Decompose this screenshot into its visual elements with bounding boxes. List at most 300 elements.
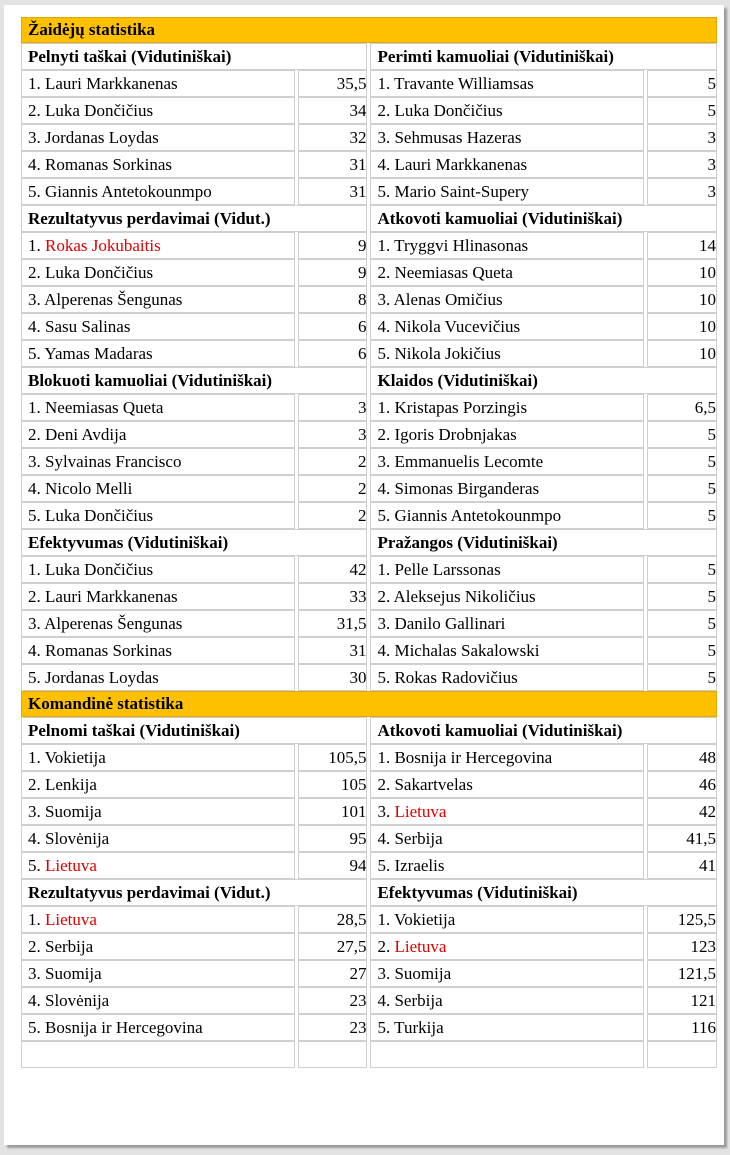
rank-number: 1.: [377, 397, 391, 417]
name-cell[interactable]: [21, 906, 295, 933]
rank-number: 4.: [28, 828, 41, 848]
category-title-right[interactable]: Klaidos (Vidutiniškai): [370, 367, 717, 394]
value-cell[interactable]: 3: [298, 421, 368, 448]
name-cell[interactable]: [370, 960, 644, 987]
entry-name: Serbija: [45, 936, 94, 956]
value-cell[interactable]: 8: [298, 286, 368, 313]
rank-number: 1.: [28, 559, 41, 579]
entry-name: Suomija: [45, 801, 102, 821]
name-cell[interactable]: [370, 798, 644, 825]
name-cell[interactable]: [370, 852, 644, 879]
name-cell[interactable]: [21, 987, 295, 1014]
empty-row: [21, 1041, 717, 1068]
rank-number: 5.: [377, 855, 391, 875]
section-title[interactable]: Žaidėjų statistika: [21, 17, 717, 43]
rank-number: 4.: [377, 990, 391, 1010]
entry-name: Lenkija: [45, 774, 97, 794]
entry-name: Vokietija: [394, 909, 456, 929]
value-cell[interactable]: 5: [647, 421, 717, 448]
rank-number: 4.: [377, 828, 391, 848]
value-cell[interactable]: 2: [298, 502, 368, 529]
value-cell[interactable]: 41: [647, 852, 717, 879]
entry-name: Luka Dončičius: [394, 100, 503, 120]
rank-number: 4.: [28, 154, 41, 174]
entry-name: Pelle Larssonas: [394, 559, 501, 579]
table-row: [21, 313, 717, 340]
rank-number: 3.: [28, 801, 41, 821]
value-cell[interactable]: 28,5: [298, 906, 368, 933]
value-cell[interactable]: 6: [298, 340, 368, 367]
category-header-row: [21, 879, 717, 906]
table-row: [21, 556, 717, 583]
value-cell[interactable]: 6: [298, 313, 368, 340]
value-cell[interactable]: 41,5: [647, 825, 717, 852]
table-row: [21, 502, 717, 529]
entry-name: Sakartvelas: [394, 774, 473, 794]
rank-number: 3.: [377, 127, 391, 147]
entry-name: Neemiasas Queta: [45, 397, 164, 417]
rank-number: 4.: [28, 478, 41, 498]
rank-number: 4.: [28, 316, 41, 336]
name-cell[interactable]: [370, 97, 644, 124]
rank-number: 1.: [28, 235, 41, 255]
entry-name: Alperenas Šengunas: [44, 613, 183, 633]
rank-number: 4.: [377, 154, 391, 174]
name-cell[interactable]: [21, 556, 295, 583]
rank-number: 4.: [28, 640, 41, 660]
entry-name: Danilo Gallinari: [394, 613, 506, 633]
value-cell[interactable]: 121: [647, 987, 717, 1014]
value-cell[interactable]: 14: [647, 232, 717, 259]
name-cell[interactable]: [21, 394, 295, 421]
entry-name: Luka Dončičius: [45, 505, 154, 525]
value-cell[interactable]: 31: [298, 151, 368, 178]
rank-number: 5.: [377, 343, 391, 363]
value-cell[interactable]: 5: [647, 556, 717, 583]
name-cell[interactable]: [21, 340, 295, 367]
value-cell[interactable]: [647, 1041, 717, 1068]
table-row: [21, 960, 717, 987]
value-cell[interactable]: 9: [298, 232, 368, 259]
name-cell[interactable]: [21, 421, 295, 448]
rank-number: 5.: [28, 667, 41, 687]
entry-name: Serbija: [394, 828, 443, 848]
value-cell[interactable]: 33: [298, 583, 368, 610]
entry-name: Alenas Omičius: [393, 289, 503, 309]
table-row: [21, 987, 717, 1014]
rank-number: 2.: [28, 100, 41, 120]
table-row: [21, 744, 717, 771]
value-cell[interactable]: 94: [298, 852, 368, 879]
value-cell[interactable]: 5: [647, 583, 717, 610]
table-row: [21, 97, 717, 124]
entry-name: Rokas Jokubaitis: [45, 235, 161, 255]
entry-name: Bosnija ir Hercegovina: [45, 1017, 203, 1037]
entry-name: Izraelis: [394, 855, 445, 875]
name-cell[interactable]: [21, 1041, 295, 1068]
entry-name: Bosnija ir Hercegovina: [394, 747, 553, 767]
name-cell[interactable]: [370, 583, 644, 610]
value-cell[interactable]: 6,5: [647, 394, 717, 421]
rank-number: 2.: [377, 586, 391, 606]
rank-number: 1.: [377, 747, 391, 767]
rank-number: 2.: [377, 774, 391, 794]
category-header-row: [21, 367, 717, 394]
table-row: [21, 825, 717, 852]
rank-number: 4.: [377, 316, 391, 336]
name-cell[interactable]: [370, 394, 644, 421]
value-cell[interactable]: 5: [647, 610, 717, 637]
name-cell[interactable]: [370, 1014, 644, 1041]
value-cell[interactable]: 5: [647, 637, 717, 664]
name-cell[interactable]: [21, 448, 295, 475]
entry-name: Lietuva: [394, 936, 447, 956]
name-cell[interactable]: [370, 825, 644, 852]
rank-number: 1.: [377, 73, 391, 93]
value-cell[interactable]: 5: [647, 70, 717, 97]
name-cell[interactable]: [21, 798, 295, 825]
rank-number: 5.: [28, 855, 41, 875]
name-cell[interactable]: [21, 178, 295, 205]
value-cell[interactable]: 3: [647, 124, 717, 151]
value-cell[interactable]: 3: [647, 151, 717, 178]
value-cell[interactable]: 5: [647, 475, 717, 502]
value-cell[interactable]: 5: [647, 448, 717, 475]
name-cell[interactable]: [21, 502, 295, 529]
name-cell[interactable]: [370, 637, 644, 664]
name-cell[interactable]: [370, 475, 644, 502]
rank-number: 3.: [28, 127, 41, 147]
entry-name: Romanas Sorkinas: [45, 640, 173, 660]
name-cell[interactable]: [370, 771, 644, 798]
table-row: [21, 583, 717, 610]
name-cell[interactable]: [21, 583, 295, 610]
entry-name: Sehmusas Hazeras: [394, 127, 522, 147]
name-cell[interactable]: [370, 178, 644, 205]
rank-number: 3.: [377, 801, 391, 821]
rank-number: 5.: [377, 1017, 391, 1037]
entry-name: Slovėnija: [45, 990, 110, 1010]
value-cell[interactable]: 10: [647, 286, 717, 313]
rank-number: 2.: [377, 936, 391, 956]
entry-name: Deni Avdija: [45, 424, 127, 444]
value-cell[interactable]: 105,5: [298, 744, 368, 771]
table-row: [21, 637, 717, 664]
statistics-table: [18, 17, 720, 1068]
category-title-left[interactable]: Pelnyti taškai (Vidutiniškai): [21, 43, 367, 70]
table-row: [21, 259, 717, 286]
name-cell[interactable]: [370, 610, 644, 637]
value-cell[interactable]: 31,5: [298, 610, 368, 637]
rank-number: 5.: [28, 505, 41, 525]
entry-name: Lauri Markkanenas: [394, 154, 528, 174]
name-cell[interactable]: [21, 286, 295, 313]
statistics-table-body: [21, 17, 717, 1068]
rank-number: 3.: [377, 451, 391, 471]
value-cell[interactable]: 48: [647, 744, 717, 771]
value-cell[interactable]: 10: [647, 340, 717, 367]
category-title-left[interactable]: Efektyvumas (Vidutiniškai): [21, 529, 367, 556]
value-cell[interactable]: 116: [647, 1014, 717, 1041]
name-cell[interactable]: [21, 744, 295, 771]
rank-number: 2.: [377, 424, 391, 444]
entry-name: Sylvainas Francisco: [45, 451, 182, 471]
value-cell[interactable]: 101: [298, 798, 368, 825]
value-cell[interactable]: 9: [298, 259, 368, 286]
value-cell[interactable]: 121,5: [647, 960, 717, 987]
name-cell[interactable]: [21, 664, 295, 691]
entry-name: Yamas Madaras: [44, 343, 153, 363]
value-cell[interactable]: 32: [298, 124, 368, 151]
entry-name: Nikola Jokičius: [394, 343, 501, 363]
category-title-right[interactable]: Perimti kamuoliai (Vidutiniškai): [370, 43, 717, 70]
entry-name: Tryggvi Hlinasonas: [394, 235, 529, 255]
value-cell[interactable]: 34: [298, 97, 368, 124]
value-cell[interactable]: 5: [647, 97, 717, 124]
value-cell[interactable]: 42: [647, 798, 717, 825]
rank-number: 1.: [377, 909, 391, 929]
entry-name: Mario Saint-Supery: [394, 181, 530, 201]
rank-number: 5.: [28, 181, 41, 201]
name-cell[interactable]: [370, 448, 644, 475]
entry-name: Nicolo Melli: [45, 478, 133, 498]
name-cell[interactable]: [370, 933, 644, 960]
entry-name: Luka Dončičius: [45, 559, 154, 579]
entry-name: Suomija: [394, 963, 452, 983]
table-row: [21, 421, 717, 448]
section-header-row: [21, 691, 717, 717]
entry-name: Neemiasas Queta: [394, 262, 513, 282]
table-row: [21, 394, 717, 421]
name-cell[interactable]: [21, 825, 295, 852]
entry-name: Alperenas Šengunas: [44, 289, 183, 309]
entry-name: Slovėnija: [45, 828, 110, 848]
rank-number: 1.: [377, 559, 391, 579]
name-cell[interactable]: [370, 1041, 644, 1068]
rank-number: 1.: [28, 747, 41, 767]
rank-number: 2.: [28, 774, 41, 794]
name-cell[interactable]: [21, 933, 295, 960]
rank-number: 5.: [28, 1017, 41, 1037]
value-cell[interactable]: 31: [298, 637, 368, 664]
table-row: [21, 70, 717, 97]
rank-number: 3.: [28, 289, 41, 309]
name-cell[interactable]: [21, 232, 295, 259]
name-cell[interactable]: [21, 1014, 295, 1041]
rank-number: 4.: [28, 990, 41, 1010]
category-title-left[interactable]: Blokuoti kamuoliai (Vidutiniškai): [21, 367, 367, 394]
name-cell[interactable]: [370, 664, 644, 691]
table-row: [21, 798, 717, 825]
rank-number: 3.: [377, 963, 391, 983]
rank-number: 1.: [28, 909, 41, 929]
entry-name: Lauri Markkanenas: [45, 73, 178, 93]
category-header-row: [21, 43, 717, 70]
name-cell[interactable]: [21, 852, 295, 879]
table-row: [21, 232, 717, 259]
entry-name: Jordanas Loydas: [45, 667, 159, 687]
name-cell[interactable]: [370, 744, 644, 771]
name-cell[interactable]: [21, 70, 295, 97]
entry-name: Emmanuelis Lecomte: [394, 451, 544, 471]
entry-name: Lauri Markkanenas: [45, 586, 178, 606]
table-row: [21, 1014, 717, 1041]
table-row: [21, 664, 717, 691]
section-header-row: [21, 17, 717, 43]
rank-number: 5.: [377, 181, 391, 201]
value-cell[interactable]: 35,5: [298, 70, 368, 97]
entry-name: Giannis Antetokounmpo: [45, 181, 212, 201]
value-cell[interactable]: 10: [647, 259, 717, 286]
table-row: [21, 475, 717, 502]
rank-number: 3.: [28, 613, 41, 633]
table-row: [21, 448, 717, 475]
rank-number: 1.: [28, 73, 41, 93]
name-cell[interactable]: [370, 151, 644, 178]
table-row: [21, 286, 717, 313]
table-row: [21, 178, 717, 205]
rank-number: 5.: [28, 343, 41, 363]
table-row: [21, 906, 717, 933]
entry-name: Turkija: [394, 1017, 444, 1037]
entry-name: Vokietija: [44, 747, 106, 767]
entry-name: Lietuva: [45, 855, 97, 875]
value-cell[interactable]: 2: [298, 448, 368, 475]
entry-name: Igoris Drobnjakas: [394, 424, 517, 444]
name-cell[interactable]: [21, 637, 295, 664]
entry-name: Kristapas Porzingis: [394, 397, 528, 417]
name-cell[interactable]: [21, 151, 295, 178]
category-header-row: [21, 205, 717, 232]
entry-name: Luka Dončičius: [45, 262, 154, 282]
value-cell[interactable]: 23: [298, 1014, 368, 1041]
name-cell[interactable]: [21, 771, 295, 798]
rank-number: 3.: [28, 963, 41, 983]
entry-name: Giannis Antetokounmpo: [394, 505, 562, 525]
name-cell[interactable]: [21, 313, 295, 340]
name-cell[interactable]: [21, 475, 295, 502]
value-cell[interactable]: 105: [298, 771, 368, 798]
entry-name: Jordanas Loydas: [45, 127, 159, 147]
name-cell[interactable]: [21, 610, 295, 637]
value-cell[interactable]: 123: [647, 933, 717, 960]
value-cell[interactable]: 5: [647, 502, 717, 529]
category-title-left[interactable]: Rezultatyvus perdavimai (Vidut.): [21, 205, 367, 232]
value-cell[interactable]: 10: [647, 313, 717, 340]
rank-number: 5.: [377, 505, 391, 525]
category-title-right[interactable]: Atkovoti kamuoliai (Vidutiniškai): [370, 205, 717, 232]
name-cell[interactable]: [21, 259, 295, 286]
value-cell[interactable]: 27,5: [298, 933, 368, 960]
rank-number: 1.: [28, 397, 41, 417]
value-cell[interactable]: 125,5: [647, 906, 717, 933]
value-cell[interactable]: 5: [647, 664, 717, 691]
name-cell[interactable]: [370, 70, 644, 97]
entry-name: Suomija: [45, 963, 102, 983]
rank-number: 2.: [28, 936, 41, 956]
name-cell[interactable]: [370, 286, 644, 313]
rank-number: 3.: [377, 613, 391, 633]
name-cell[interactable]: [370, 259, 644, 286]
name-cell[interactable]: [370, 987, 644, 1014]
table-row: [21, 124, 717, 151]
value-cell[interactable]: 95: [298, 825, 368, 852]
name-cell[interactable]: [370, 232, 644, 259]
category-header-row: [21, 529, 717, 556]
entry-name: Lietuva: [45, 909, 97, 929]
entry-name: Rokas Radovičius: [394, 667, 518, 687]
entry-name: Serbija: [394, 990, 443, 1010]
category-header-row: [21, 717, 717, 744]
table-row: [21, 852, 717, 879]
entry-name: Travante Williamsas: [394, 73, 534, 93]
name-cell[interactable]: [21, 960, 295, 987]
value-cell[interactable]: 2: [298, 475, 368, 502]
name-cell[interactable]: [370, 421, 644, 448]
value-cell[interactable]: 3: [298, 394, 368, 421]
value-cell[interactable]: 27: [298, 960, 368, 987]
name-cell[interactable]: [370, 906, 644, 933]
document-page: [4, 5, 724, 1145]
rank-number: 3.: [28, 451, 41, 471]
entry-name: Simonas Birganderas: [394, 478, 540, 498]
value-cell[interactable]: 42: [298, 556, 368, 583]
name-cell[interactable]: [370, 124, 644, 151]
category-title-right[interactable]: Pražangos (Vidutiniškai): [370, 529, 717, 556]
rank-number: 2.: [28, 424, 41, 444]
rank-number: 2.: [28, 262, 41, 282]
name-cell[interactable]: [370, 340, 644, 367]
table-row: [21, 933, 717, 960]
value-cell[interactable]: 3: [647, 178, 717, 205]
category-title-left[interactable]: Rezultatyvus perdavimai (Vidut.): [21, 879, 367, 906]
category-title-right[interactable]: Atkovoti kamuoliai (Vidutiniškai): [370, 717, 717, 744]
entry-name: Romanas Sorkinas: [45, 154, 173, 174]
rank-number: 3.: [377, 289, 391, 309]
value-cell[interactable]: 31: [298, 178, 368, 205]
rank-number: 2.: [28, 586, 41, 606]
entry-name: Michalas Sakalowski: [394, 640, 540, 660]
category-title-right[interactable]: Efektyvumas (Vidutiniškai): [370, 879, 717, 906]
entry-name: Sasu Salinas: [45, 316, 131, 336]
category-title-left[interactable]: Pelnomi taškai (Vidutiniškai): [21, 717, 367, 744]
entry-name: Lietuva: [394, 801, 447, 821]
name-cell[interactable]: [370, 502, 644, 529]
entry-name: Aleksejus Nikoličius: [393, 586, 536, 606]
rank-number: 1.: [377, 235, 391, 255]
table-row: [21, 771, 717, 798]
section-title[interactable]: Komandinė statistika: [21, 691, 717, 717]
entry-name: Nikola Vucevičius: [394, 316, 521, 336]
name-cell[interactable]: [370, 313, 644, 340]
rank-number: 2.: [377, 262, 391, 282]
rank-number: 2.: [377, 100, 391, 120]
rank-number: 4.: [377, 640, 391, 660]
table-row: [21, 340, 717, 367]
value-cell[interactable]: 23: [298, 987, 368, 1014]
name-cell[interactable]: [370, 556, 644, 583]
value-cell[interactable]: 46: [647, 771, 717, 798]
value-cell[interactable]: [298, 1041, 368, 1068]
rank-number: 5.: [377, 667, 391, 687]
rank-number: 4.: [377, 478, 391, 498]
name-cell[interactable]: [21, 124, 295, 151]
entry-name: Luka Dončičius: [45, 100, 154, 120]
table-row: [21, 610, 717, 637]
value-cell[interactable]: 30: [298, 664, 368, 691]
table-row: [21, 151, 717, 178]
name-cell[interactable]: [21, 97, 295, 124]
